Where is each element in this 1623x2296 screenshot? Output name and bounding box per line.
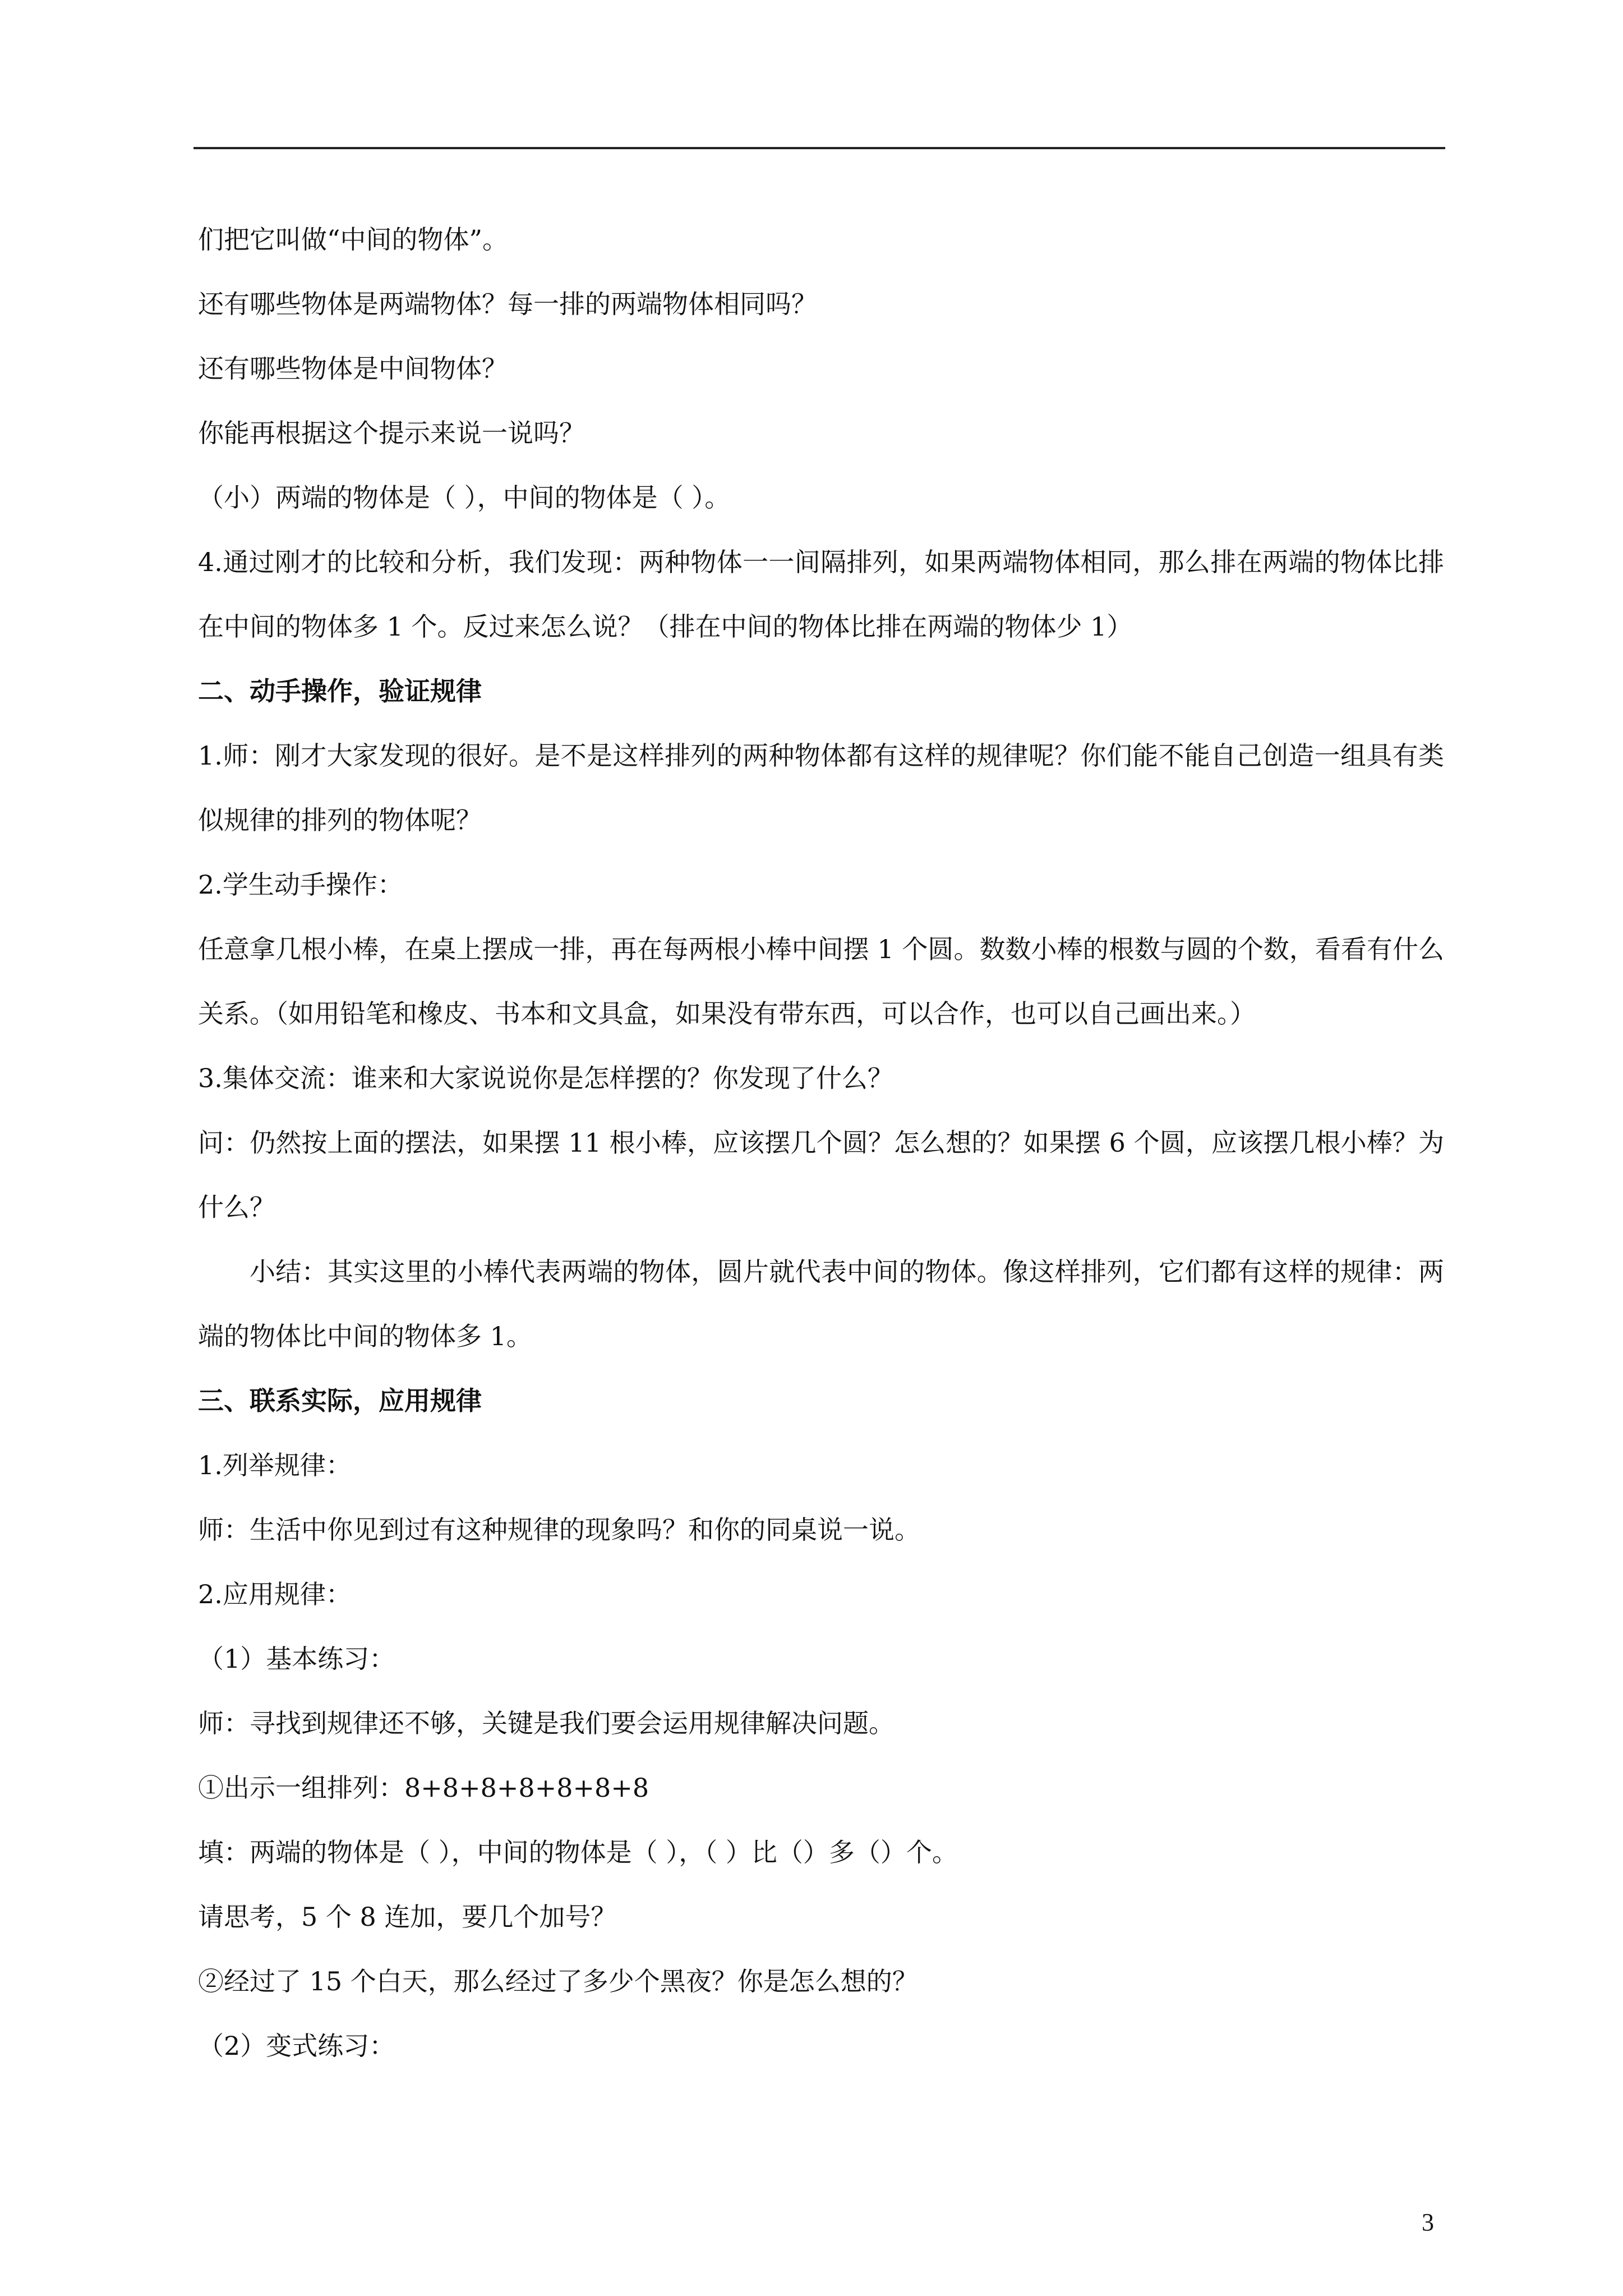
- paragraph: 填：两端的物体是（ ），中间的物体是（ ），（ ）比（）多（）个。: [198, 1837, 958, 1867]
- paragraph: 1.列举规律：: [198, 1450, 352, 1480]
- paragraph: 们把它叫做“中间的物体”。: [198, 224, 509, 255]
- paragraph: （2）变式练习：: [198, 2031, 395, 2061]
- paragraph: 还有哪些物体是中间物体？: [198, 353, 508, 384]
- paragraph: ②经过了 15 个白天，那么经过了多少个黑夜？你是怎么想的？: [198, 1966, 918, 1996]
- paragraph: 师：生活中你见到过有这种规律的现象吗？和你的同桌说一说。: [198, 1515, 920, 1545]
- header-rule: [193, 147, 1445, 149]
- section-heading: 三、联系实际，应用规律: [198, 1386, 482, 1416]
- paragraph: 问：仍然按上面的摆法，如果摆 11 根小棒，应该摆几个圆？怎么想的？如果摆 6 个圆，应该摆几根小棒？为什么？: [198, 1128, 1444, 1222]
- paragraph: 1.师：刚才大家发现的很好。是不是这样排列的两种物体都有这样的规律呢？你们能不能自己创造一组具有类似规律的排列的物体呢？: [198, 740, 1444, 835]
- paragraph: 3.集体交流：谁来和大家说说你是怎样摆的？你发现了什么？: [198, 1063, 893, 1093]
- paragraph: 2.应用规律：: [198, 1579, 352, 1609]
- paragraph: ①出示一组排列：8+8+8+8+8+8+8: [198, 1773, 649, 1803]
- summary-paragraph: 小结：其实这里的小棒代表两端的物体，圆片就代表中间的物体。像这样排列，它们都有这样的规律：两端的物体比中间的物体多 1。: [198, 1257, 1444, 1351]
- page-number: 3: [1422, 2208, 1434, 2236]
- document-body: [198, 208, 1444, 2078]
- paragraph: 4.通过刚才的比较和分析，我们发现：两种物体一一间隔排列，如果两端物体相同，那么排在两端的物体比排在中间的物体多 1 个。反过来怎么说？（排在中间的物体比排在两端的物体少 1）: [198, 547, 1444, 642]
- paragraph: （小）两端的物体是（ ），中间的物体是（ ）。: [198, 482, 731, 513]
- paragraph: （1）基本练习：: [198, 1644, 395, 1674]
- paragraph: 2.学生动手操作：: [198, 869, 403, 900]
- paragraph: 还有哪些物体是两端物体？每一排的两端物体相同吗？: [198, 289, 817, 319]
- paragraph: 师：寻找到规律还不够，关键是我们要会运用规律解决问题。: [198, 1708, 895, 1738]
- paragraph: 请思考，5 个 8 连加，要几个加号？: [198, 1902, 617, 1932]
- section-heading: 二、动手操作，验证规律: [198, 676, 482, 706]
- paragraph: 你能再根据这个提示来说一说吗？: [198, 418, 585, 448]
- paragraph: 任意拿几根小棒，在桌上摆成一排，再在每两根小棒中间摆 1 个圆。数数小棒的根数与圆的个数，看看有什么关系。（如用铅笔和橡皮、书本和文具盒，如果没有带东西，可以合作，也可以自己画出来。）: [198, 934, 1444, 1029]
